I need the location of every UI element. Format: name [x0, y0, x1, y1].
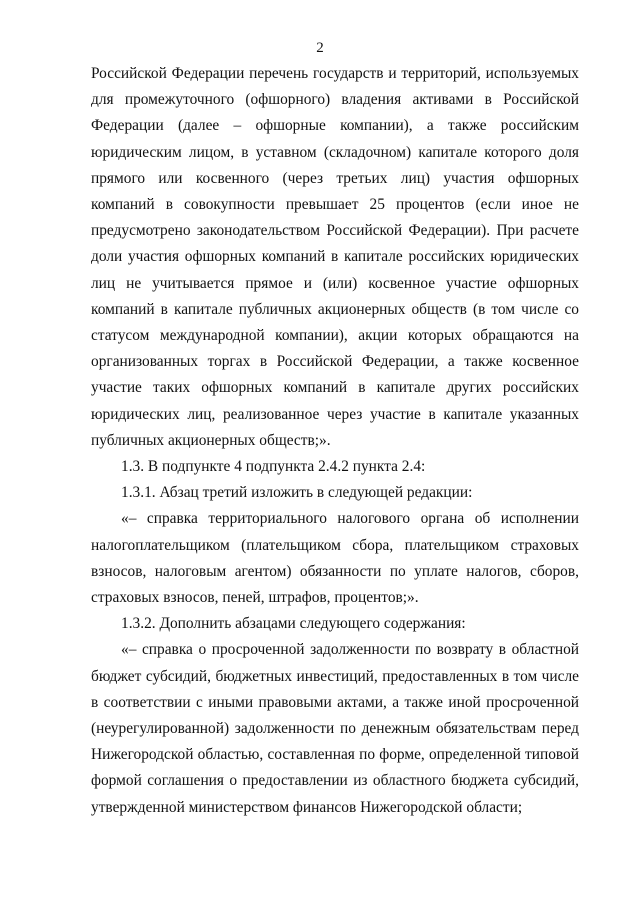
paragraph-quote-tax-certificate: «– справка территориального налогового органа об исполнении налогоплательщиком (плательщиком сбора, плательщиком страховых взносов, налоговым агентом) обязанности по уплате налогов, сборов, страховых взносов, пеней, штрафов, процентов;».	[91, 510, 579, 607]
document-body	[91, 61, 579, 821]
paragraph-item-1-3: 1.3. В подпункте 4 подпункта 2.4.2 пункта 2.4:	[121, 458, 426, 476]
paragraph-continuation: Российской Федерации перечень государств и территорий, используемых для промежуточного (офшорного) владения активами в Российской Федерации (далее – офшорные компании), а также российским юридическим лицом, в уставном (складочном) капитале которого доля прямого или косвенного (через третьих лиц) участия офшорных компаний в совокупности превышает 25 процентов (если иное не предусмотрено законодательством Российской Федерации). При расчете доли участия офшорных компаний в капитале российских юридических лиц не учитывается прямое и (или) косвенное участие офшорных компаний в капитале публичных акционерных обществ (в том числе со статусом международной компании), акции которых обращаются на организованных торгах в Российской Федерации, а также косвенное участие таких офшорных компаний в капитале других российских юридических лиц, реализованное через участие в капитале указанных публичных акционерных обществ;».	[91, 65, 579, 449]
page-number: 2	[316, 40, 324, 56]
paragraph-item-1-3-1: 1.3.1. Абзац третий изложить в следующей редакции:	[121, 484, 473, 502]
paragraph-quote-debt-certificate: «– справка о просроченной задолженности по возврату в областной бюджет субсидий, бюджетных инвестиций, предоставленных в том числе в соответствии с иными правовыми актами, а также иной просроченной (неурегулированной) задолженности по денежным обязательствам перед Нижегородской областью, составленная по форме, определенной типовой формой соглашения о предоставлении из областного бюджета субсидий, утвержденной министерством финансов Нижегородской области;	[91, 641, 579, 816]
paragraph-item-1-3-2: 1.3.2. Дополнить абзацами следующего содержания:	[121, 615, 466, 633]
